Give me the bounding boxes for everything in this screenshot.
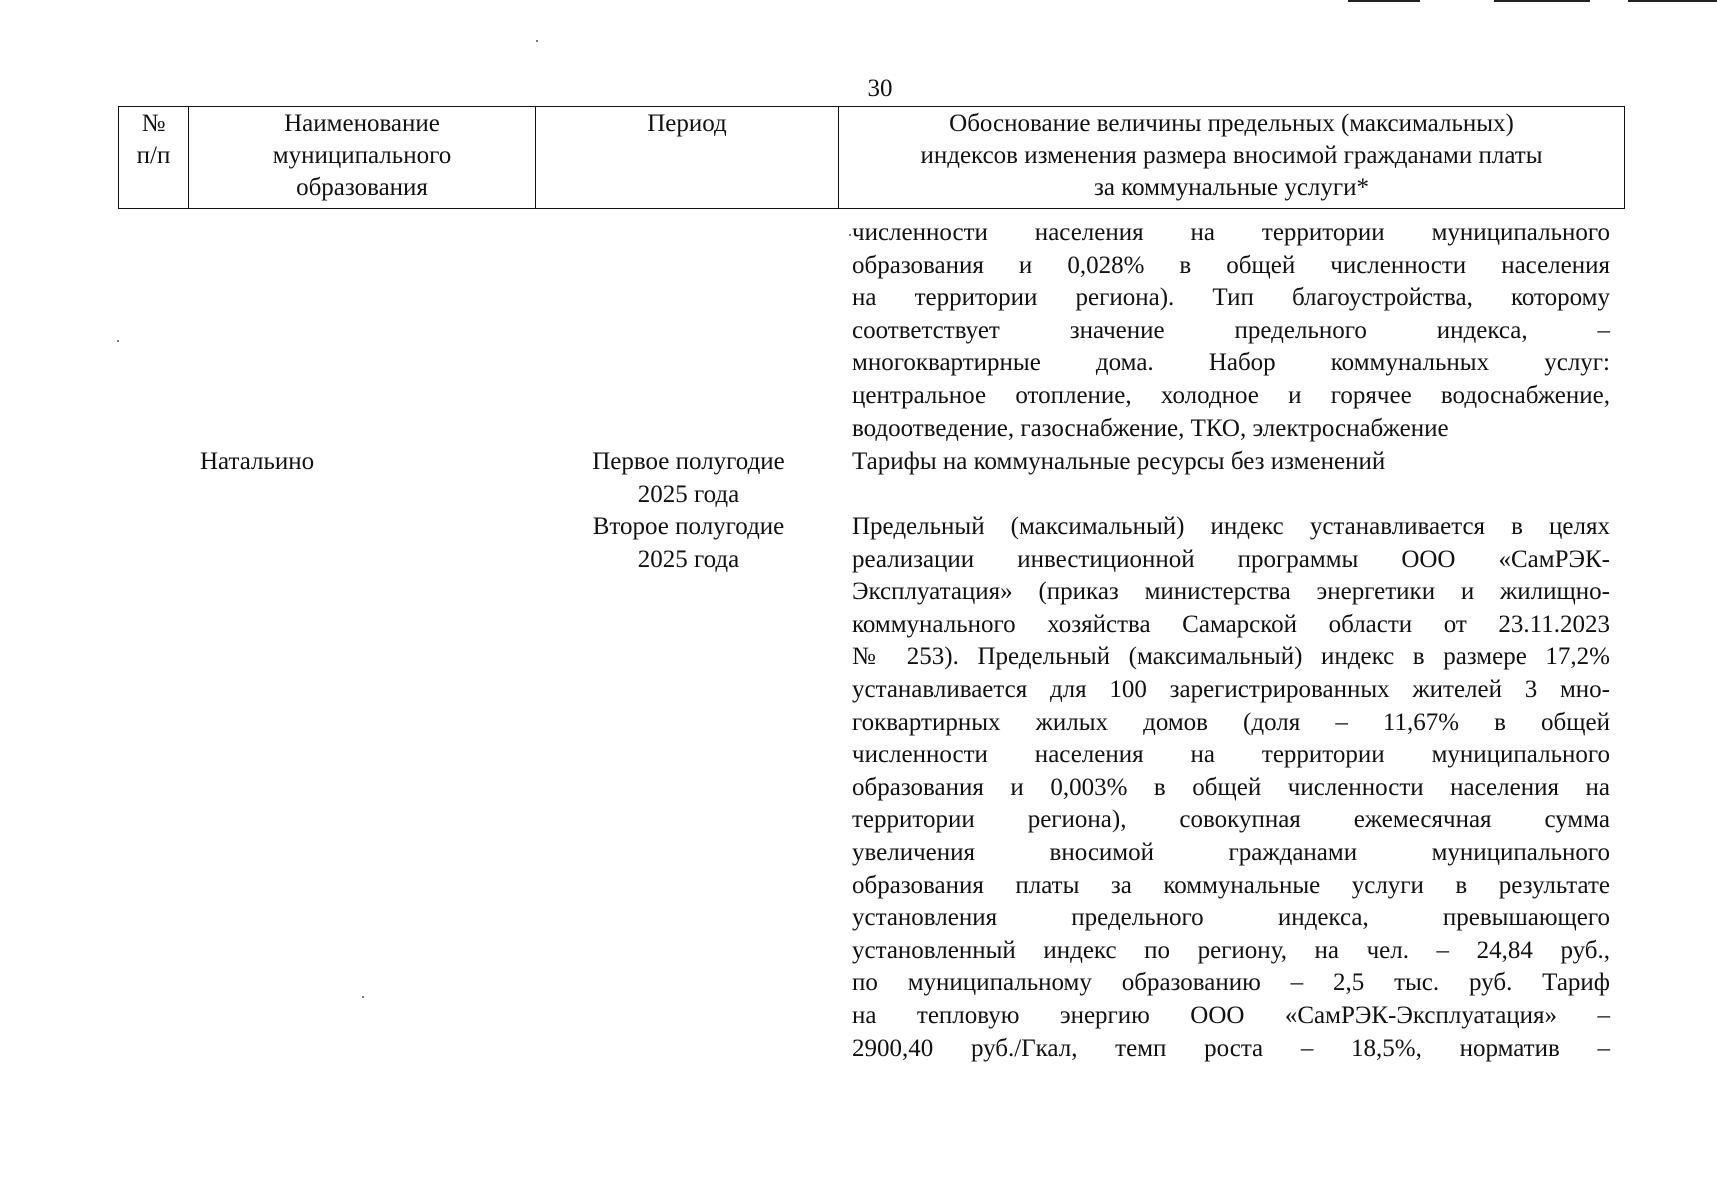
header-text-line: № bbox=[141, 110, 166, 137]
paragraph-line: установленный индекс по региону, на чел. – 24,84 руб., bbox=[852, 936, 1610, 964]
basis-first-half: Тарифы на коммунальные ресурсы без изменений bbox=[852, 448, 1386, 475]
scan-speck bbox=[849, 234, 851, 236]
header-text-line: за коммунальные услуги* bbox=[1093, 174, 1370, 201]
period-line: 2025 года bbox=[637, 480, 740, 508]
paragraph-line: водоотведение, газоснабжение, ТКО, электроснабжение bbox=[852, 414, 1449, 442]
period-line: Второе полугодие bbox=[592, 513, 785, 540]
period-line: Первое полугодие bbox=[592, 448, 785, 475]
header-text-line: образования bbox=[296, 174, 428, 201]
scan-artifact-line bbox=[1628, 0, 1717, 2]
municipality-name: Натальино bbox=[200, 448, 315, 475]
basis-continuation-paragraph bbox=[852, 217, 1610, 445]
period-first-half bbox=[537, 446, 840, 511]
paragraph-line: многоквартирные дома. Набор коммунальных услуг: bbox=[852, 349, 1610, 377]
paragraph-line: установления предельного индекса, превышающего bbox=[852, 904, 1610, 932]
basis-second-half-paragraph bbox=[852, 511, 1610, 1065]
paragraph-line: образования и 0,028% в общей численности населения bbox=[852, 251, 1610, 279]
header-text-line: индексов изменения размера вносимой гражданами платы bbox=[920, 142, 1543, 169]
paragraph-line: на тепловую энергию ООО «СамРЭК-Эксплуатация» – bbox=[852, 1001, 1610, 1029]
paragraph-line: № 253). Предельный (максимальный) индекс в размере 17,2% bbox=[852, 643, 1610, 671]
header-text-line: муниципального bbox=[272, 142, 452, 169]
paragraph-line: реализации инвестиционной программы ООО «СамРЭК- bbox=[852, 545, 1610, 573]
period-second-half bbox=[537, 511, 840, 576]
paragraph-line: численности населения на территории муниципального bbox=[852, 219, 1610, 246]
paragraph-line: образования платы за коммунальные услуги в результате bbox=[852, 871, 1610, 899]
paragraph-line: устанавливается для 100 зарегистрированных жителей 3 мно- bbox=[852, 675, 1610, 703]
paragraph-line: численности населения на территории муниципального bbox=[852, 741, 1610, 769]
header-text-line: Наименование bbox=[284, 110, 440, 137]
paragraph-line: Эксплуатация» (приказ министерства энергетики и жилищно- bbox=[852, 578, 1610, 606]
scan-artifact-line bbox=[1494, 0, 1590, 2]
scan-speck bbox=[117, 340, 119, 342]
paragraph-line: гоквартирных жилых домов (доля – 11,67% в общей bbox=[852, 708, 1610, 736]
header-text-line: п/п bbox=[136, 142, 171, 169]
header-text-line: Обоснование величины предельных (максимальных) bbox=[949, 110, 1514, 137]
paragraph-line: соответствует значение предельного индекса, – bbox=[852, 316, 1610, 344]
paragraph-line: по муниципальному образованию – 2,5 тыс. руб. Тариф bbox=[852, 969, 1610, 997]
scan-artifact-line bbox=[1348, 0, 1420, 2]
paragraph-line: 2900,40 руб./Гкал, темп роста – 18,5%, норматив – bbox=[852, 1034, 1610, 1062]
paragraph-line: образования и 0,003% в общей численности населения на bbox=[852, 773, 1610, 801]
paragraph-line: территории региона), совокупная ежемесячная сумма bbox=[852, 806, 1610, 834]
table-header bbox=[118, 106, 1625, 209]
scan-speck bbox=[362, 996, 364, 998]
period-line: 2025 года bbox=[637, 545, 740, 573]
paragraph-line: коммунального хозяйства Самарской области от 23.11.2023 bbox=[852, 610, 1610, 638]
paragraph-line: на территории региона). Тип благоустройства, которому bbox=[852, 284, 1610, 312]
paragraph-line: центральное отопление, холодное и горячее водоснабжение, bbox=[852, 381, 1610, 409]
paragraph-line: увеличения вносимой гражданами муниципального bbox=[852, 838, 1610, 866]
scan-speck bbox=[536, 40, 538, 42]
header-cell-municipality bbox=[189, 107, 536, 209]
page-number: 30 bbox=[867, 75, 893, 102]
header-cell-basis bbox=[839, 107, 1625, 209]
header-cell-period bbox=[536, 107, 839, 209]
header-text-line: Период bbox=[647, 110, 727, 137]
header-cell-number bbox=[119, 107, 189, 209]
paragraph-line: Предельный (максимальный) индекс устанавливается в целях bbox=[852, 513, 1610, 540]
